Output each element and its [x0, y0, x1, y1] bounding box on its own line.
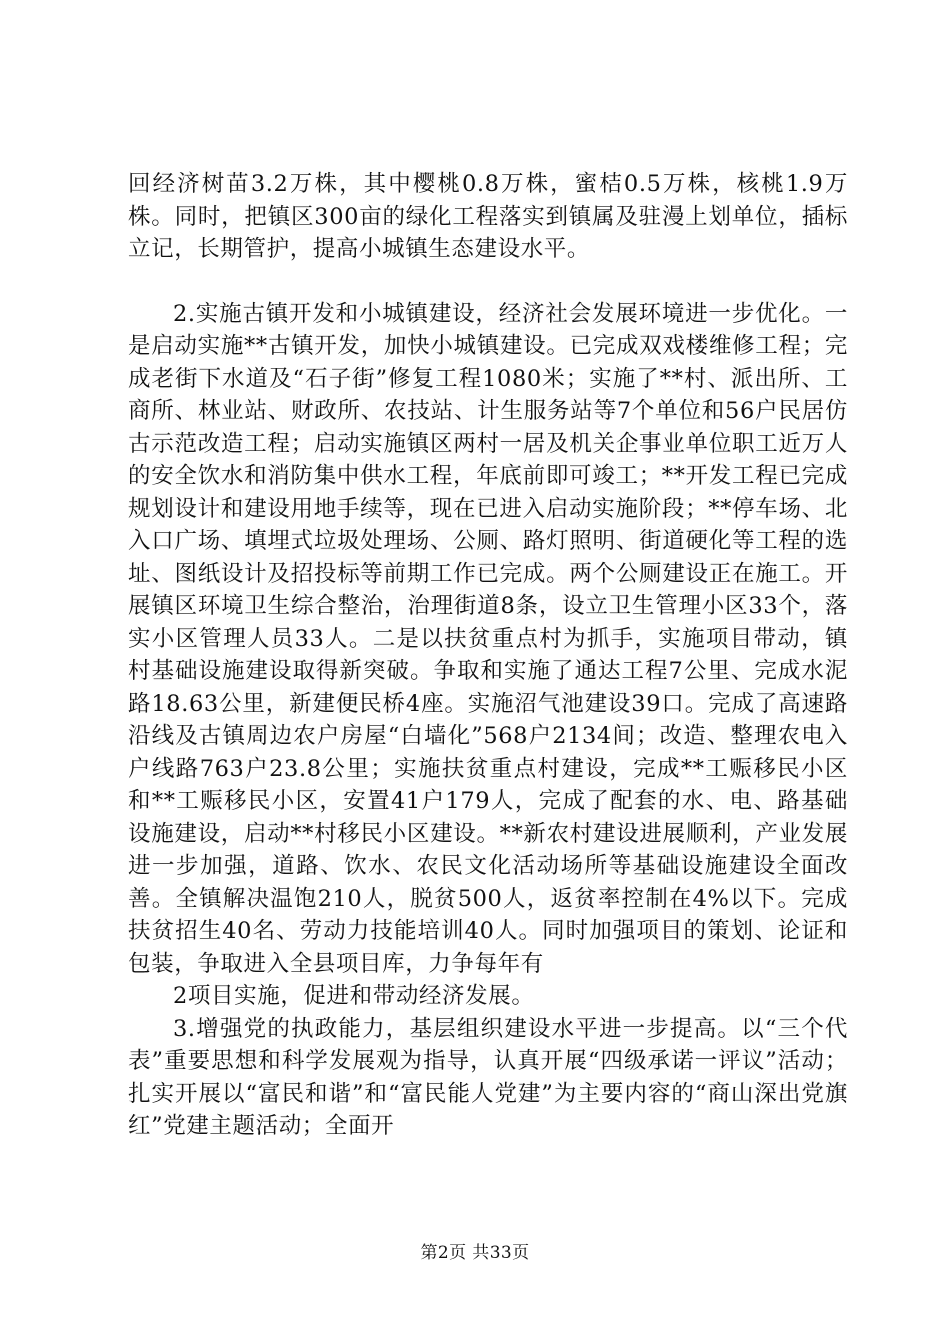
page-number-footer: 第2页 共33页 [420, 1243, 530, 1263]
paragraph-gap [128, 266, 848, 298]
paragraph-section-2-tail: 2项目实施，促进和带动经济发展。 [173, 983, 535, 1009]
paragraph-continuation: 回经济树苗3.2万株，其中樱桃0.8万株，蜜桔0.5万株，核桃1.9万株。同时，把镇区300亩的绿化工程落实到镇属及驻漫上划单位，插标立记，长期管护，提高小城镇生态建设水平。 [128, 171, 848, 262]
paragraph-section-2: 2.实施古镇开发和小城镇建设，经济社会发展环境进一步优化。一是启动实施**古镇开发，加快小城镇建设。已完成双戏楼维修工程；完成老街下水道及“石子街”修复工程1080米；实施了**村、派出所、工商所、林业站、财政所、农技站、计生服务站等7个单位和56户民居仿古示范改造工程；启动实施镇区两村一居及机关企事业单位职工近万人的安全饮水和消防集中供水工程，年底前即可竣工；**开发工程已完成规划设计和建设用地手续等，现在已进入启动实施阶段；**停车场、北入口广场、填埋式垃圾处理场、公厕、路灯照明、街道硬化等工程的选址、图纸设计及招投标等前期工作已完成。两个公厕建设正在施工。开展镇区环境卫生综合整治，治理街道8条，设立卫生管理小区33个，落实小区管理人员33人。二是以扶贫重点村为抓手，实施项目带动，镇村基础设施建设取得新突破。争取和实施了通达工程7公里、完成水泥路18.63公里，新建便民桥4座。实施沼气池建设39口。完成了高速路沿线及古镇周边农户房屋“白墙化”568户2134间；改造、整理农电入户线路763户23.8公里；实施扶贫重点村建设，完成**工赈移民小区和**工赈移民小区，安置41户179人，完成了配套的水、电、路基础设施建设，启动**村移民小区建设。**新农村建设进展顺利，产业发展进一步加强，道路、饮水、农民文化活动场所等基础设施建设全面改善。全镇解决温饱210人，脱贫500人，返贫率控制在4%以下。完成扶贫招生40名、劳动力技能培训40人。同时加强项目的策划、论证和包装，争取进入全县项目库，力争每年有 [128, 300, 848, 977]
paragraph-section-3: 3.增强党的执政能力，基层组织建设水平进一步提高。以“三个代表”重要思想和科学发展观为指导，认真开展“四级承诺一评议”活动；扎实开展以“富民和谐”和“富民能人党建”为主要内容的“商山深出党旗红”党建主题活动；全面开 [128, 1015, 848, 1139]
document-body [128, 168, 848, 1143]
